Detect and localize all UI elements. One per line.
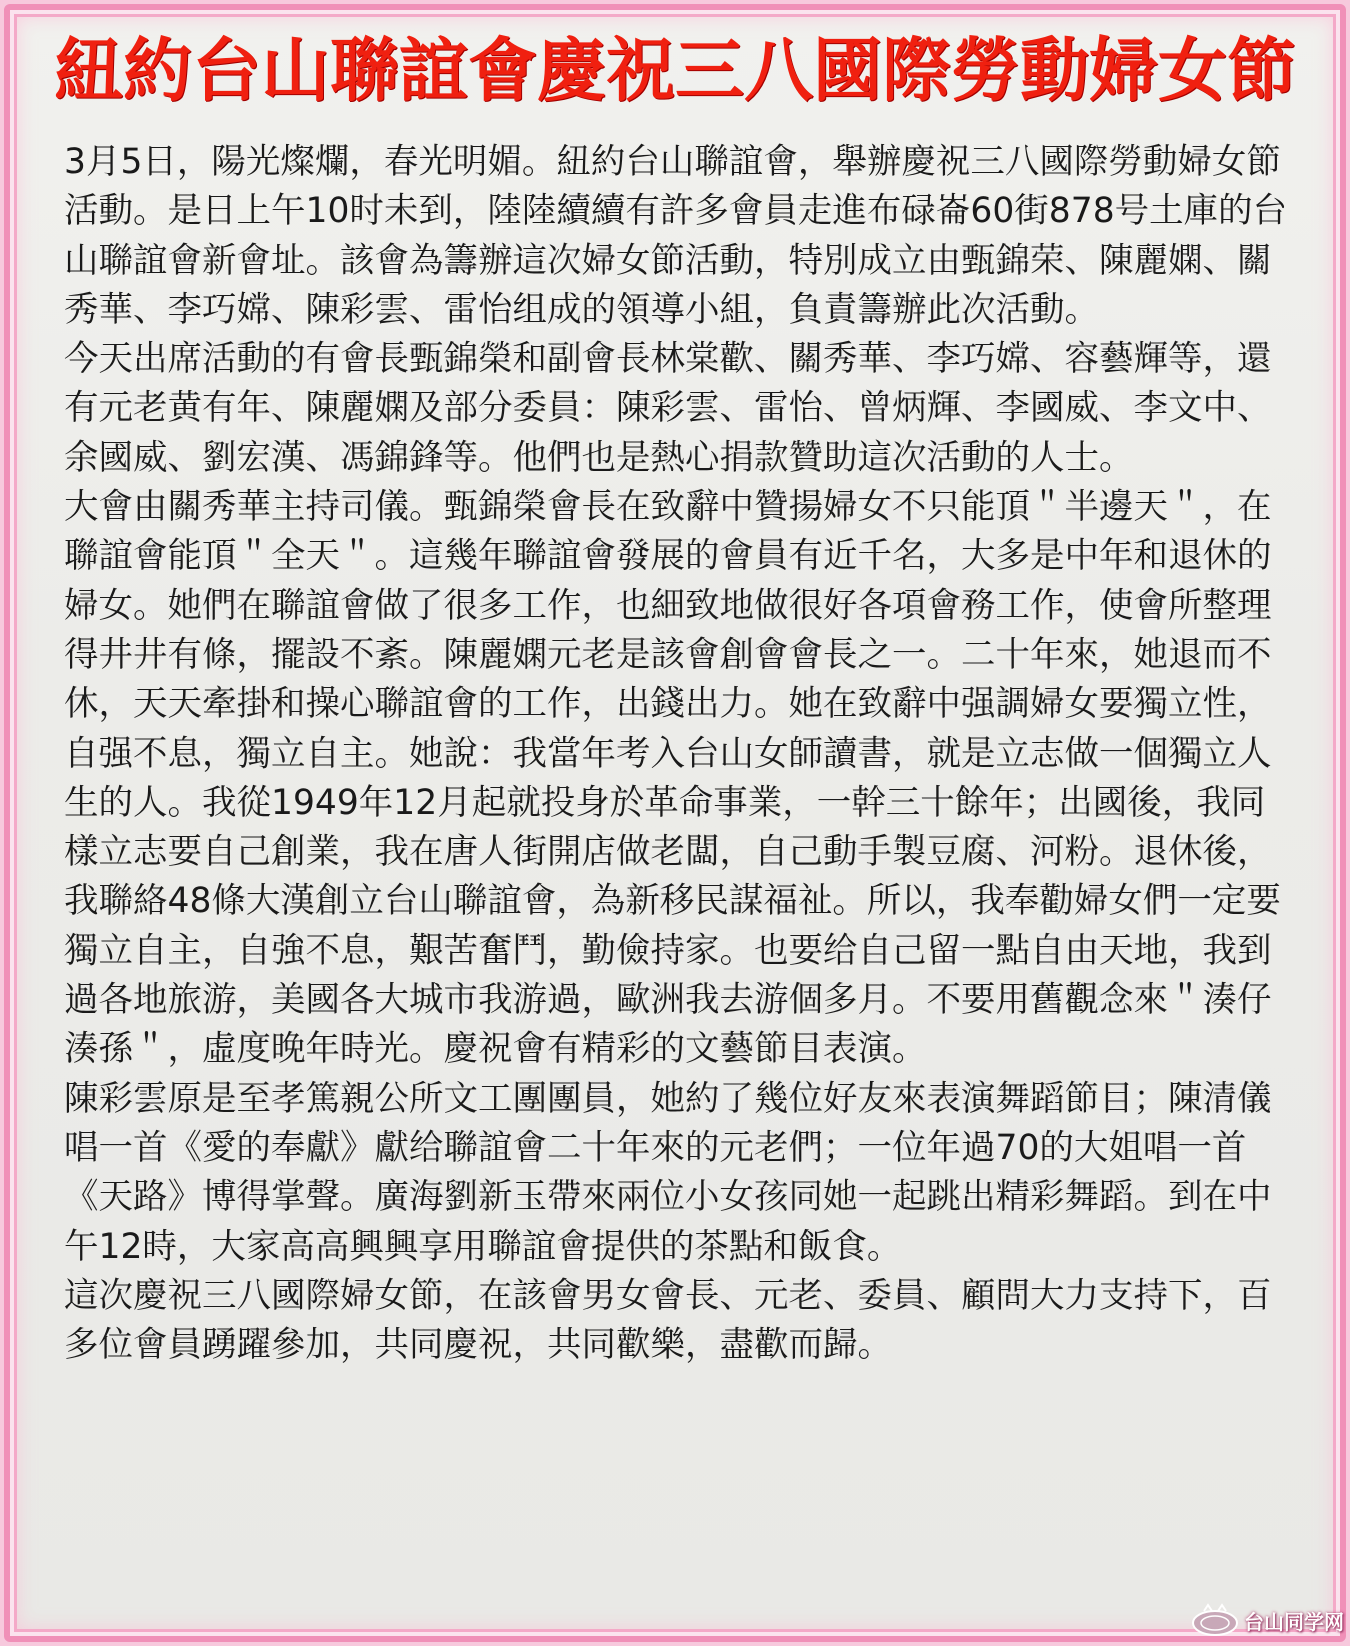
paragraph-1: 3月5日，陽光燦爛，春光明媚。紐約台山聯誼會，舉辦慶祝三八國際勞動婦女節活動。是日上午10时未到，陸陸續續有許多會員走進布碌崙60街878号土庫的台山聯誼會新會址。該會為籌辦這次婦女節活動，特別成立由甄錦荣、陳麗嫻、關秀華、李巧嫦、陳彩雲、雷怡组成的領導小組，負責籌辦此次活動。 [64, 142, 1288, 330]
watermark-text: 台山同学网 [1244, 1609, 1344, 1634]
paragraph-2: 今天出席活動的有會長甄錦榮和副會長林棠歡、關秀華、李巧嫦、容藝輝等，還有元老黄有年、陳麗嫻及部分委員：陳彩雲、雷怡、曾炳輝、李國威、李文中、余國威、劉宏漢、馮錦鋒等。他們也是熱心捐款贊助這次活動的人士。 [64, 339, 1272, 478]
page-title: 紐約台山聯誼會慶祝三八國際勞動婦女節 [54, 31, 1296, 111]
article-body [64, 138, 1292, 1370]
paragraph-5: 這次慶祝三八國際婦女節，在該會男女會長、元老、委員、顧問大力支持下，百多位會員踴躍參加，共同慶祝，共同歡樂，盡歡而歸。 [64, 1275, 1272, 1366]
seal-logo-icon [1190, 1603, 1240, 1637]
site-watermark [1190, 1600, 1344, 1640]
paragraph-4: 陳彩雲原是至孝篤親公所文工團團員，她約了幾位好友來表演舞蹈節目；陳清儀唱一首《愛的奉獻》獻给聯誼會二十年來的元老們；一位年過70的大姐唱一首《天路》博得掌聲。廣海劉新玉帶來兩位小女孩同她一起跳出精彩舞蹈。到在中午12時，大家高高興興享用聯誼會提供的茶點和飯食。 [64, 1078, 1272, 1267]
paragraph-3: 大會由關秀華主持司儀。甄錦榮會長在致辭中贊揚婦女不只能頂＂半邊天＂，在聯誼會能頂＂全天＂。這幾年聯誼會發展的會員有近千名，大多是中年和退休的婦女。她們在聯誼會做了很多工作，也細致地做很好各項會務工作，使會所整理得井井有條，擺設不紊。陳麗嫻元老是該會創會會長之一。二十年來，她退而不休，天天牽掛和操心聯誼會的工作，出錢出力。她在致辭中强調婦女要獨立性，自强不息，獨立自主。她說：我當年考入台山女師讀書，就是立志做一個獨立人生的人。我從1949年12月起就投身於革命事業，一幹三十餘年；出國後，我同樣立志要自己創業，我在唐人街開店做老闆，自己動手製豆腐、河粉。退休後，我聯絡48條大漢創立台山聯誼會，為新移民謀福祉。所以，我奉勸婦女們一定要獨立自主，自強不息，艱苦奮鬥，勤儉持家。也要给自己留一點自由天地，我到過各地旅游，美國各大城市我游過，歐洲我去游個多月。不要用舊觀念來＂湊仔湊孫＂，虛度晚年時光。慶祝會有精彩的文藝節目表演。 [64, 487, 1281, 1070]
